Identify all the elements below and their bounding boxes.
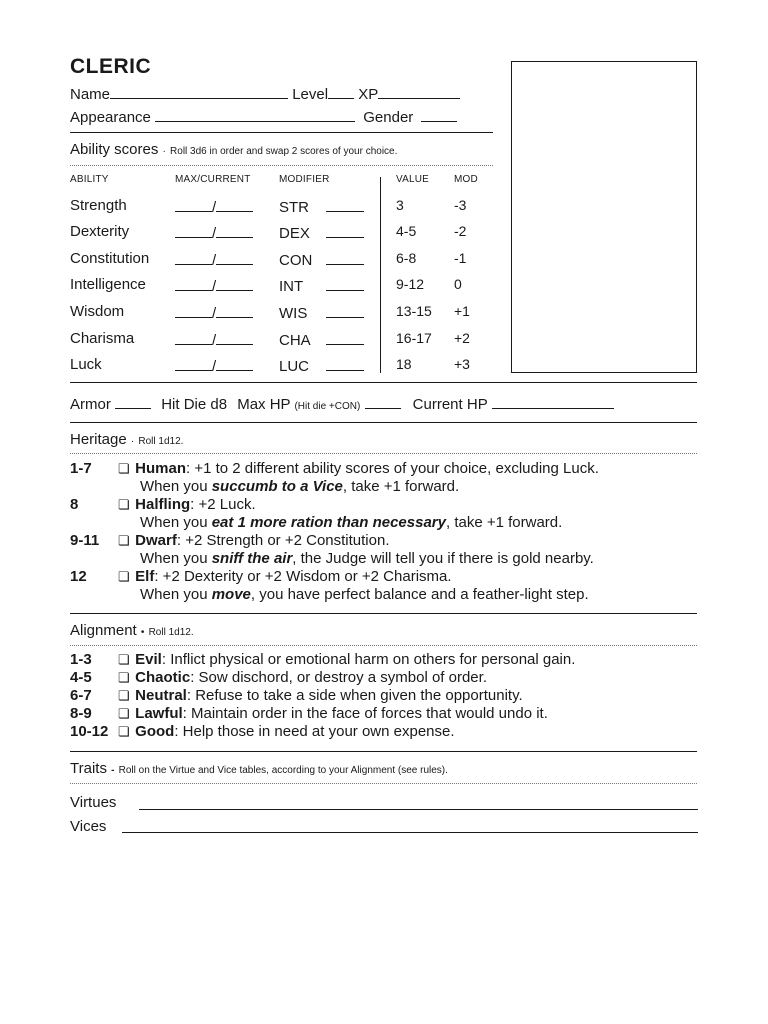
vices-label: Vices [70,818,107,835]
alignment-text: : Help those in need at your own expense. [174,723,455,740]
heritage-option-dwarf[interactable] [70,532,390,549]
checkbox-icon[interactable]: ❏ [118,706,130,721]
gender-field[interactable] [421,107,457,122]
alignment-note: Roll 1d12. [148,627,194,638]
alignment-name: Chaotic [135,669,191,686]
heritage-move-elf: When you move, you have perfect balance and a feather-light step. [140,586,589,603]
name-label: Name [70,86,111,103]
modifier-field[interactable]: CON [279,250,364,269]
alignment-text: : Inflict physical or emotional harm on others for personal gain. [161,651,576,668]
checkbox-icon[interactable]: ❏ [118,670,130,685]
roll-range: 9-11 [70,532,100,549]
roll-range: 10-12 [70,723,109,740]
level-field[interactable] [328,84,354,99]
dotted-divider [70,453,697,454]
heritage-text: : +1 to 2 different ability scores of your choice, excluding Luck. [186,460,599,477]
current-hp-field[interactable] [492,394,614,409]
alignment-heading [70,622,194,639]
heritage-move-human: When you succumb to a Vice, take +1 forward. [140,478,460,495]
ability-name: Charisma [70,330,135,347]
mod-value: +1 [454,303,470,319]
xp-label: XP [358,86,379,103]
ability-name: Constitution [70,250,150,267]
roll-range: 1-3 [70,651,92,668]
heritage-bullet: · [130,436,135,447]
divider [70,382,697,383]
alignment-name: Evil [135,651,162,668]
max-current-field[interactable]: / [175,223,253,242]
col-header-value: VALUE [396,174,430,185]
roll-range: 4-5 [70,669,92,686]
heritage-option-elf[interactable] [70,568,452,585]
col-header-maxcur: MAX/CURRENT [175,174,251,185]
name-row [70,84,460,103]
vices-field[interactable] [122,832,698,833]
heritage-name: Halfling [135,496,191,513]
heritage-heading [70,431,183,448]
value-range: 13-15 [396,303,432,319]
traits-bullet: - [111,765,115,776]
mod-value: +2 [454,330,470,346]
alignment-name: Lawful [135,705,183,722]
virtues-field[interactable] [139,809,698,810]
heritage-text: : +2 Dexterity or +2 Wisdom or +2 Charisma. [154,568,452,585]
value-range: 4-5 [396,223,417,239]
checkbox-icon[interactable]: ❏ [118,688,130,703]
value-range: 9-12 [396,276,425,292]
virtues-label: Virtues [70,794,117,811]
alignment-name: Neutral [135,687,187,704]
alignment-bullet: • [140,627,145,638]
sheet-title: CLERIC [70,55,152,78]
level-label: Level [292,86,329,103]
alignment-option-lawful[interactable] [70,705,548,722]
xp-field[interactable] [378,84,460,99]
col-header-ability: ABILITY [70,174,109,185]
heritage-note: Roll 1d12. [138,436,184,447]
alignment-option-good[interactable] [70,723,455,740]
max-hp-label: Max HP [237,396,291,413]
max-current-field[interactable]: / [175,197,253,216]
checkbox-icon[interactable]: ❏ [118,724,130,739]
heritage-title: Heritage [70,431,127,448]
mod-value: -1 [454,250,467,266]
traits-title: Traits [70,760,107,777]
appearance-label: Appearance [70,109,151,126]
heritage-option-human[interactable] [70,460,599,477]
modifier-field[interactable]: CHA [279,330,364,349]
value-range: 18 [396,356,412,372]
portrait-box[interactable] [511,61,697,373]
roll-range: 8 [70,496,79,513]
column-divider [380,177,381,373]
modifier-field[interactable]: INT [279,276,364,295]
max-hp-note: (Hit die +CON) [294,401,361,412]
max-current-field[interactable]: / [175,330,253,349]
heritage-name: Dwarf [135,532,177,549]
mod-value: +3 [454,356,470,372]
name-field[interactable] [110,84,288,99]
checkbox-icon[interactable]: ❏ [118,569,130,584]
max-hp-field[interactable] [365,394,401,409]
checkbox-icon[interactable]: ❏ [118,652,130,667]
ability-section-heading [70,141,397,158]
col-header-modifier: MODIFIER [279,174,330,185]
mod-value: 0 [454,276,462,292]
combat-row [70,394,614,413]
mod-value: -2 [454,223,467,239]
ability-name: Luck [70,356,102,373]
heritage-move-dwarf: When you sniff the air, the Judge will tell you if there is gold nearby. [140,550,594,567]
roll-range: 1-7 [70,460,92,477]
alignment-option-evil[interactable] [70,651,575,668]
ability-name: Strength [70,197,127,214]
ability-name: Dexterity [70,223,130,240]
heritage-move-halfling: When you eat 1 more ration than necessary, take +1 forward. [140,514,563,531]
divider [70,751,697,752]
modifier-field[interactable]: WIS [279,303,364,322]
heritage-text: : +2 Strength or +2 Constitution. [176,532,390,549]
alignment-title: Alignment [70,622,137,639]
max-current-field[interactable]: / [175,250,253,269]
gender-label: Gender [363,109,414,126]
value-range: 16-17 [396,330,432,346]
ability-title: Ability scores [70,141,159,158]
hit-die-label: Hit Die d8 [161,396,228,413]
value-range: 6-8 [396,250,417,266]
mod-value: -3 [454,197,467,213]
alignment-option-neutral[interactable] [70,687,523,704]
heritage-name: Human [135,460,187,477]
ability-note: Roll 3d6 in order and swap 2 scores of your choice. [170,146,398,157]
alignment-text: : Sow dischord, or destroy a symbol of order. [190,669,487,686]
roll-range: 8-9 [70,705,92,722]
heritage-option-halfling[interactable] [70,496,256,513]
modifier-field[interactable]: DEX [279,223,364,242]
ability-name: Wisdom [70,303,125,320]
appearance-field[interactable] [155,107,355,122]
roll-range: 6-7 [70,687,92,704]
modifier-field[interactable]: LUC [279,356,364,375]
armor-field[interactable] [115,394,151,409]
checkbox-icon[interactable]: ❏ [118,533,130,548]
ability-bullet: · [162,146,166,157]
value-range: 3 [396,197,404,213]
modifier-field[interactable]: STR [279,197,364,216]
alignment-text: : Refuse to take a side when given the opportunity. [186,687,523,704]
ability-name: Intelligence [70,276,146,293]
divider [70,613,697,614]
traits-heading [70,760,448,777]
checkbox-icon[interactable]: ❏ [118,497,130,512]
heritage-text: : +2 Luck. [190,496,256,513]
alignment-text: : Maintain order in the face of forces that would undo it. [182,705,548,722]
current-hp-label: Current HP [412,396,488,413]
dotted-divider [70,165,493,166]
traits-note: Roll on the Virtue and Vice tables, according to your Alignment (see rules). [118,765,448,776]
max-current-field[interactable]: / [175,276,253,295]
alignment-name: Good [135,723,175,740]
dotted-divider [70,783,697,784]
roll-range: 12 [70,568,87,585]
divider [70,132,493,133]
max-current-field[interactable]: / [175,303,253,322]
max-current-field[interactable]: / [175,356,253,375]
divider [70,422,697,423]
col-header-mod: MOD [454,174,478,185]
armor-label: Armor [70,396,111,413]
heritage-name: Elf [135,568,155,585]
alignment-option-chaotic[interactable] [70,669,487,686]
checkbox-icon[interactable]: ❏ [118,461,130,476]
appearance-row [70,107,457,126]
dotted-divider [70,645,697,646]
